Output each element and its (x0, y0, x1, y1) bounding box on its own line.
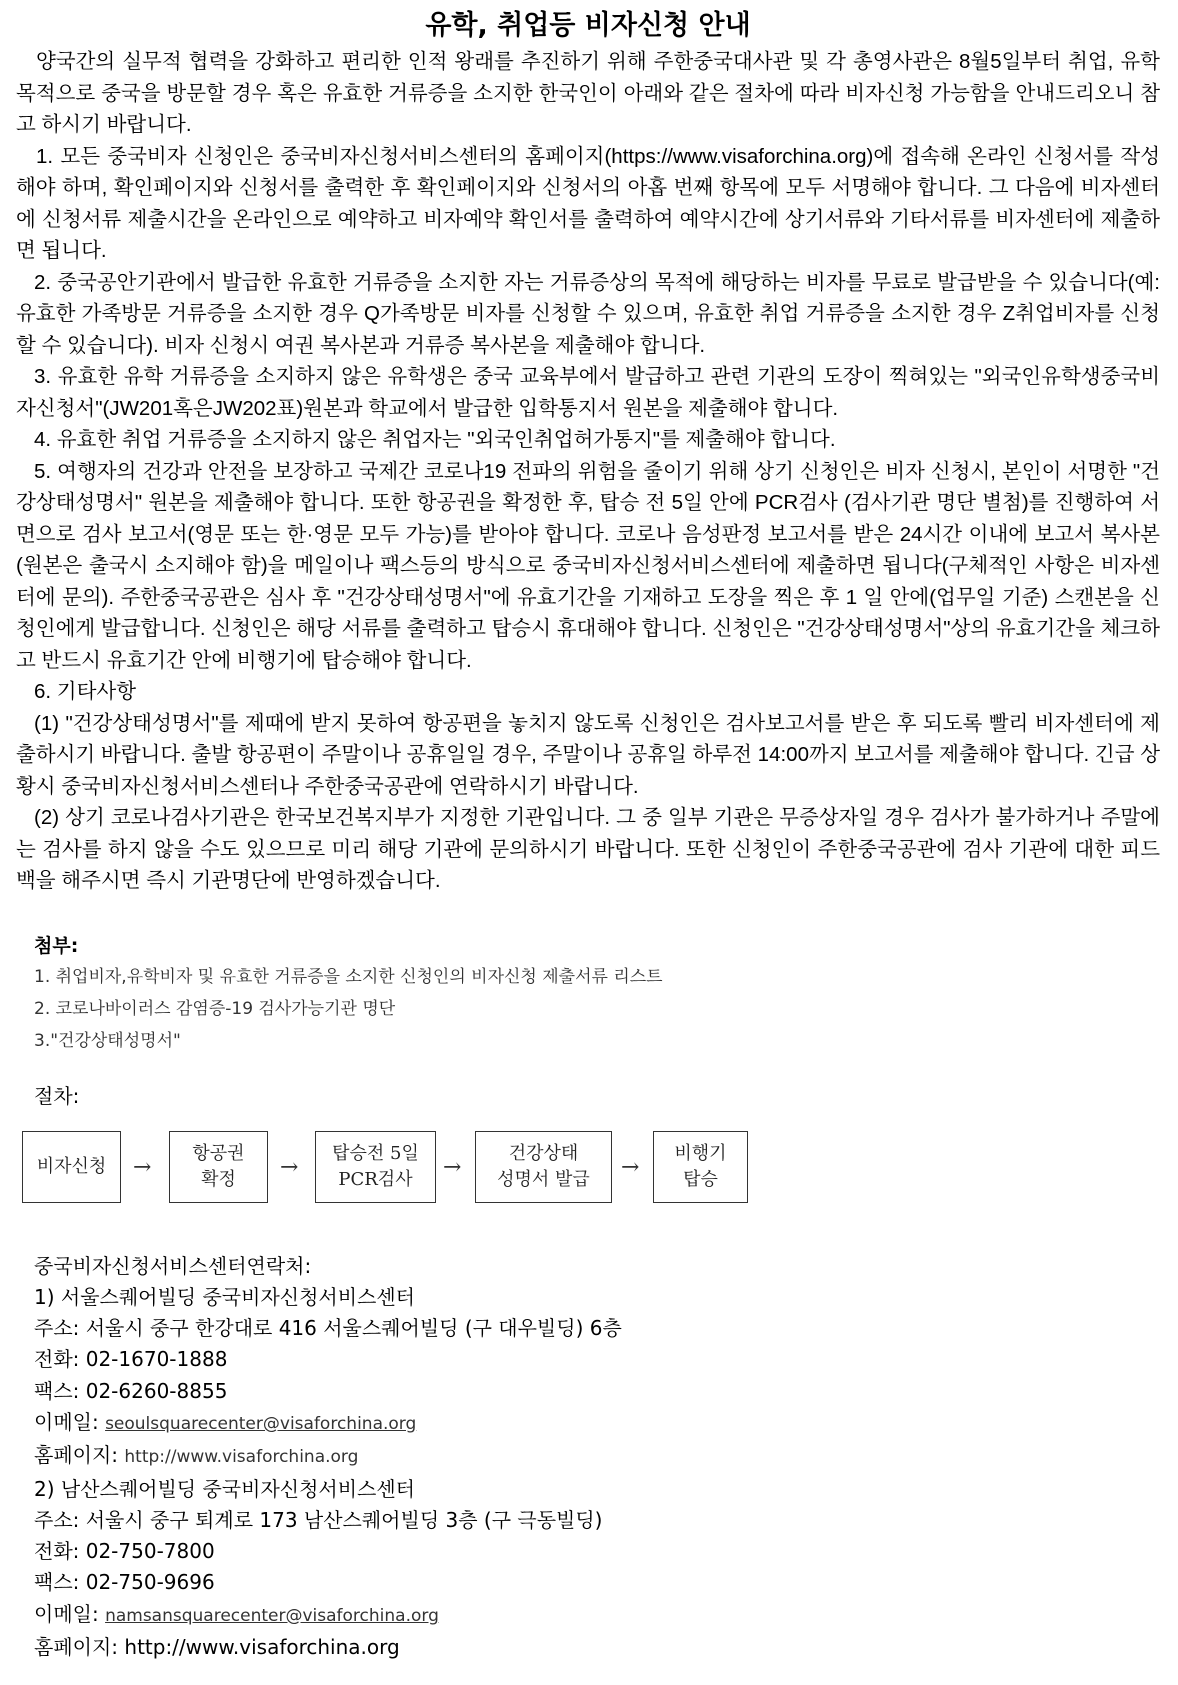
item-2-paragraph: 2. 중국공안기관에서 발급한 유효한 거류증을 소지한 자는 거류증상의 목적에 해당하는 비자를 무료로 발급받을 수 있습니다(예: 유효한 가족방문 거류증을 소지한 경우 Q가족방문 비자를 신청할 수 있으며, 유효한 취업 거류증을 소지한 경우 Z취업비자를 신청할 수 있습니다). 비자 신청시 여권 복사본과 거류증 복사본을 제출해야 합니다. (16, 270, 1160, 357)
center-homepage-row (34, 1632, 1160, 1663)
item-3-paragraph: 3. 유효한 유학 거류증을 소지하지 않은 유학생은 중국 교육부에서 발급하고 관련 기관의 도장이 찍혀있는 "외국인유학생중국비자신청서"(JW201혹은JW202표)원본과 학교에서 발급한 입학통지서 원본을 제출해야 합니다. (16, 365, 1160, 420)
attachment-item[interactable]: 1. 취업비자,유학비자 및 유효한 거류증을 소지한 신청인의 비자신청 제출서류 리스트 (34, 966, 663, 987)
center-name: 1) 서울스퀘어빌딩 중국비자신청서비스센터 (34, 1284, 416, 1309)
flow-arrow-icon: → (133, 1154, 152, 1180)
flow-step-boarding: 비행기 탑승 (653, 1131, 748, 1203)
flow-arrow-icon: → (621, 1154, 640, 1180)
item-4-paragraph: 4. 유효한 취업 거류증을 소지하지 않은 취업자는 "외국인취업허가통지"를 제출해야 합니다. (34, 428, 836, 451)
attachment-item[interactable]: 2. 코로나바이러스 감염증-19 검사가능기관 명단 (34, 998, 396, 1019)
page-title: 유학, 취업등 비자신청 안내 (425, 10, 751, 41)
email-label: 이메일: (34, 1601, 106, 1626)
center-fax: 팩스: 02-6260-8855 (34, 1378, 228, 1403)
attachments-title: 첨부: (34, 934, 79, 957)
center-email-row (34, 1599, 1160, 1632)
homepage-link[interactable]: http://www.visaforchina.org (124, 1447, 359, 1468)
center-address: 주소: 서울시 중구 퇴계로 173 남산스퀘어빌딩 3층 (구 극동빌딩) (34, 1507, 603, 1532)
item-6-heading: 6. 기타사항 (34, 680, 137, 703)
item-6-2-paragraph: (2) 상기 코로나검사기관은 한국보건복지부가 지정한 기관입니다. 그 중 일부 기관은 무증상자일 경우 검사가 불가하거나 주말에는 검사를 하지 않을 수도 있으므로 미리 해당 기관에 문의하시기 바랍니다. 또한 신청인이 주한중국공관에 검사 기관에 대한 피드백을 해주시면 즉시 기관명단에 반영하겠습니다. (16, 806, 1160, 892)
contacts-section (16, 1251, 1160, 1664)
flow-step-visa-application: 비자신청 (22, 1131, 121, 1203)
center-address: 주소: 서울시 중구 한강대로 416 서울스퀘어빌딩 (구 대우빌딩) 6층 (34, 1316, 622, 1341)
intro-paragraph: 양국간의 실무적 협력을 강화하고 편리한 인적 왕래를 추진하기 위해 주한중국대사관 및 각 총영사관은 8월5일부터 취업, 유학 목적으로 중국을 방문할 경우 혹은 유효한 거류증을 소지한 한국인이 아래와 같은 절차에 따라 비자신청 가능함을 안내드리오니 참고 하시기 바랍니다. (16, 50, 1160, 136)
email-link[interactable]: namsansquarecenter@visaforchina.org (105, 1605, 439, 1626)
homepage-label: 홈페이지: (34, 1443, 125, 1468)
flow-step-pcr-test: 탑승전 5일 PCR검사 (315, 1131, 436, 1203)
procedure-label: 절차: (34, 1083, 80, 1108)
attachments-section (16, 931, 1160, 1057)
notice-body (16, 46, 1160, 897)
center-phone: 전화: 02-750-7800 (34, 1539, 215, 1564)
homepage-link[interactable]: http://www.visaforchina.org (124, 1635, 400, 1660)
flow-step-ticket-confirm: 항공권 확정 (169, 1131, 268, 1203)
center-name: 2) 남산스퀘어빌딩 중국비자신청서비스센터 (34, 1476, 416, 1501)
flow-step-health-declaration: 건강상태 성명서 발급 (475, 1131, 612, 1203)
center-fax: 팩스: 02-750-9696 (34, 1570, 215, 1595)
item-1-paragraph: 1. 모든 중국비자 신청인은 중국비자신청서비스센터의 홈페이지(https://www.visaforchina.org)에 접속해 온라인 신청서를 작성해야 하며, 확인페이지와 신청서를 출력한 후 확인페이지와 신청서의 아홉 번째 항목에 모두 서명해야 합니다. 그 다음에 비자센터에 신청서류 제출시간을 온라인으로 예약하고 비자예약 확인서를 출력하여 예약시간에 상기서류와 기타서류를 비자센터에 제출하면 됩니다. (16, 144, 1160, 262)
procedure-flowchart (16, 1117, 1160, 1227)
email-label: 이메일: (34, 1409, 106, 1434)
center-email-row (34, 1407, 1160, 1440)
contacts-title: 중국비자신청서비스센터연락처: (34, 1253, 312, 1278)
item-5-paragraph: 5. 여행자의 건강과 안전을 보장하고 국제간 코로나19 전파의 위험을 줄이기 위해 상기 신청인은 비자 신청시, 본인이 서명한 "건강상태성명서" 원본을 제출해야 합니다. 또한 항공권을 확정한 후, 탑승 전 5일 안에 PCR검사 (검사기관 명단 별첨)를 진행하여 서면으로 검사 보고서(영문 또는 한·영문 모두 가능)를 받아야 합니다. 코로나 음성판정 보고서를 받은 24시간 이내에 보고서 복사본 (원본은 출국시 소지해야 함)을 메일이나 팩스등의 방식으로 중국비자신청서비스센터에 제출하면 됩니다(구체적인 사항은 비자센터에 문의). 주한중국공관은 심사 후 "건강상태성명서"에 유효기간을 기재하고 도장을 찍은 후 1 일 안에(업무일 기준) 스캔본을 신청인에게 발급합니다. 신청인은 해당 서류를 출력하고 탑승시 휴대해야 합니다. 신청인은 "건강상태성명서"상의 유효기간을 체크하고 반드시 유효기간 안에 비행기에 탑승해야 합니다. (16, 459, 1160, 672)
attachment-item[interactable]: 3."건강상태성명서" (34, 1030, 181, 1051)
homepage-label: 홈페이지: (34, 1635, 125, 1660)
center-homepage-row (34, 1440, 1160, 1473)
item-6-1-paragraph: (1) "건강상태성명서"를 제때에 받지 못하여 항공편을 놓치지 않도록 신청인은 검사보고서를 받은 후 되도록 빨리 비자센터에 제출하시기 바랍니다. 출발 항공편이 주말이나 공휴일일 경우, 주말이나 공휴일 하루전 14:00까지 보고서를 제출해야 합니다. 긴급 상황시 중국비자신청서비스센터나 주한중국공관에 연락하시기 바랍니다. (16, 711, 1160, 798)
email-link[interactable]: seoulsquarecenter@visaforchina.org (105, 1413, 417, 1434)
flow-arrow-icon: → (280, 1154, 299, 1180)
center-phone: 전화: 02-1670-1888 (34, 1347, 228, 1372)
flow-arrow-icon: → (443, 1154, 462, 1180)
